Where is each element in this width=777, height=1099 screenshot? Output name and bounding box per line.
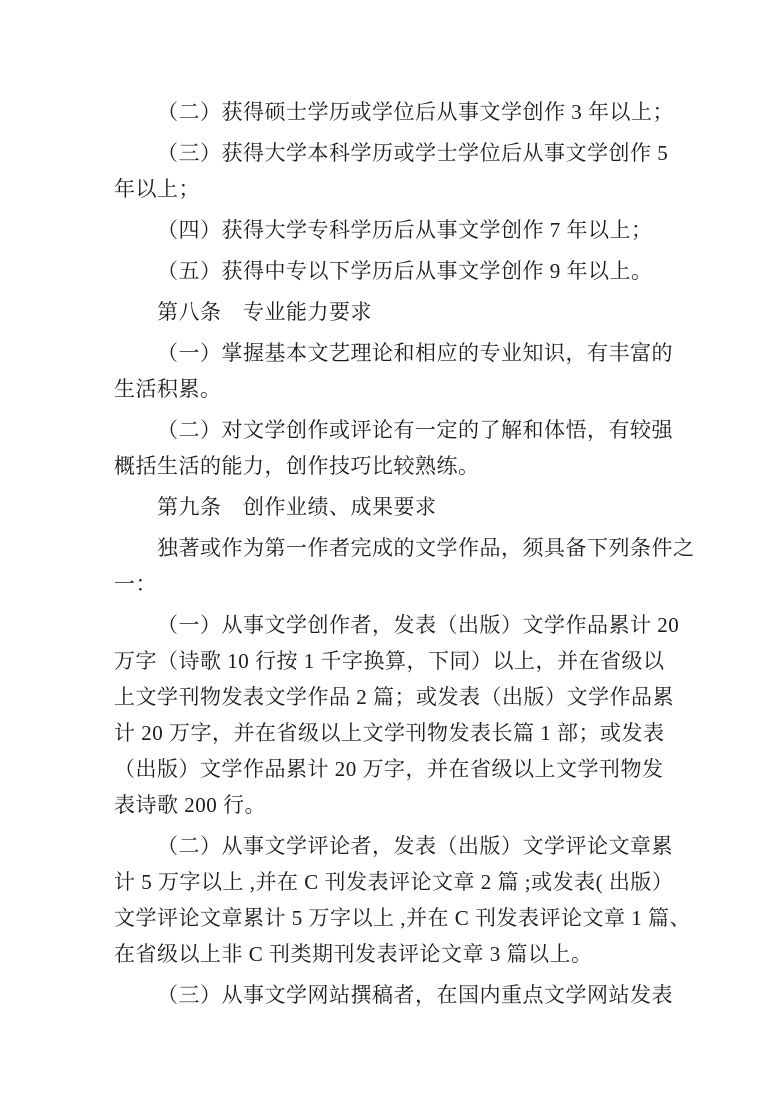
text-line: （二）对文学创作或评论有一定的了解和体悟，有较强 xyxy=(157,418,673,442)
paragraph-clause-item xyxy=(114,135,670,207)
text-line: （一）从事文学创作者，发表（出版）文学作品累计 20 xyxy=(157,613,680,637)
text-line: （二）获得硕士学历或学位后从事文学创作 3 年以上； xyxy=(157,100,674,124)
paragraph-clause-item xyxy=(114,335,673,407)
text-line: （二）从事文学评论者，发表（出版）文学评论文章累 xyxy=(157,834,673,858)
paragraph-clause-item xyxy=(114,212,670,248)
text-line: 表诗歌 200 行。 xyxy=(114,793,266,817)
text-line: （五）获得中专以下学历后从事文学创作 9 年以上。 xyxy=(157,259,653,283)
text-line: 独著或作为第一作者完成的文学作品，须具备下列条件之 xyxy=(157,536,695,560)
paragraph-clause-item xyxy=(114,412,673,484)
text-line: 第九条 创作业绩、成果要求 xyxy=(157,495,437,519)
text-line: （三）从事文学网站撰稿者，在国内重点文学网站发表 xyxy=(157,983,673,1007)
text-line: 文学评论文章累计 5 万字以上 ,并在 C 刊发表评论文章 1 篇、 xyxy=(114,906,692,930)
text-line: 计 20 万字，并在省级以上文学刊物发表长篇 1 部；或发表 xyxy=(114,721,665,745)
text-line: （出版）文学作品累计 20 万字，并在省级以上文学刊物发 xyxy=(114,757,664,781)
text-line: 第八条 专业能力要求 xyxy=(157,300,372,324)
text-line: 万字（诗歌 10 行按 1 千字换算，下同）以上，并在省级以 xyxy=(114,649,665,673)
paragraph-article-heading xyxy=(114,489,670,525)
paragraph-clause-item xyxy=(114,977,673,1013)
paragraph-clause-item xyxy=(114,94,674,130)
document-body xyxy=(114,94,695,1018)
text-line: 一： xyxy=(114,572,157,596)
paragraph-clause-item xyxy=(114,253,670,289)
text-line: 年以上； xyxy=(114,177,200,201)
text-line: 上文学刊物发表文学作品 2 篇；或发表（出版）文学作品累 xyxy=(114,685,674,709)
text-line: 计 5 万字以上 ,并在 C 刊发表评论文章 2 篇 ;或发表( 出版） xyxy=(114,870,674,894)
paragraph-body-text xyxy=(114,530,695,602)
paragraph-clause-item xyxy=(114,607,680,823)
text-line: 概括生活的能力，创作技巧比较熟练。 xyxy=(114,454,480,478)
paragraph-article-heading xyxy=(114,294,670,330)
text-line: 在省级以上非 C 刊类期刊发表评论文章 3 篇以上。 xyxy=(114,942,593,966)
text-line: （四）获得大学专科学历后从事文学创作 7 年以上； xyxy=(157,218,653,242)
text-line: 生活积累。 xyxy=(114,377,222,401)
paragraph-clause-item xyxy=(114,828,692,972)
text-line: （一）掌握基本文艺理论和相应的专业知识，有丰富的 xyxy=(157,341,673,365)
text-line: （三）获得大学本科学历或学士学位后从事文学创作 5 xyxy=(157,141,669,165)
